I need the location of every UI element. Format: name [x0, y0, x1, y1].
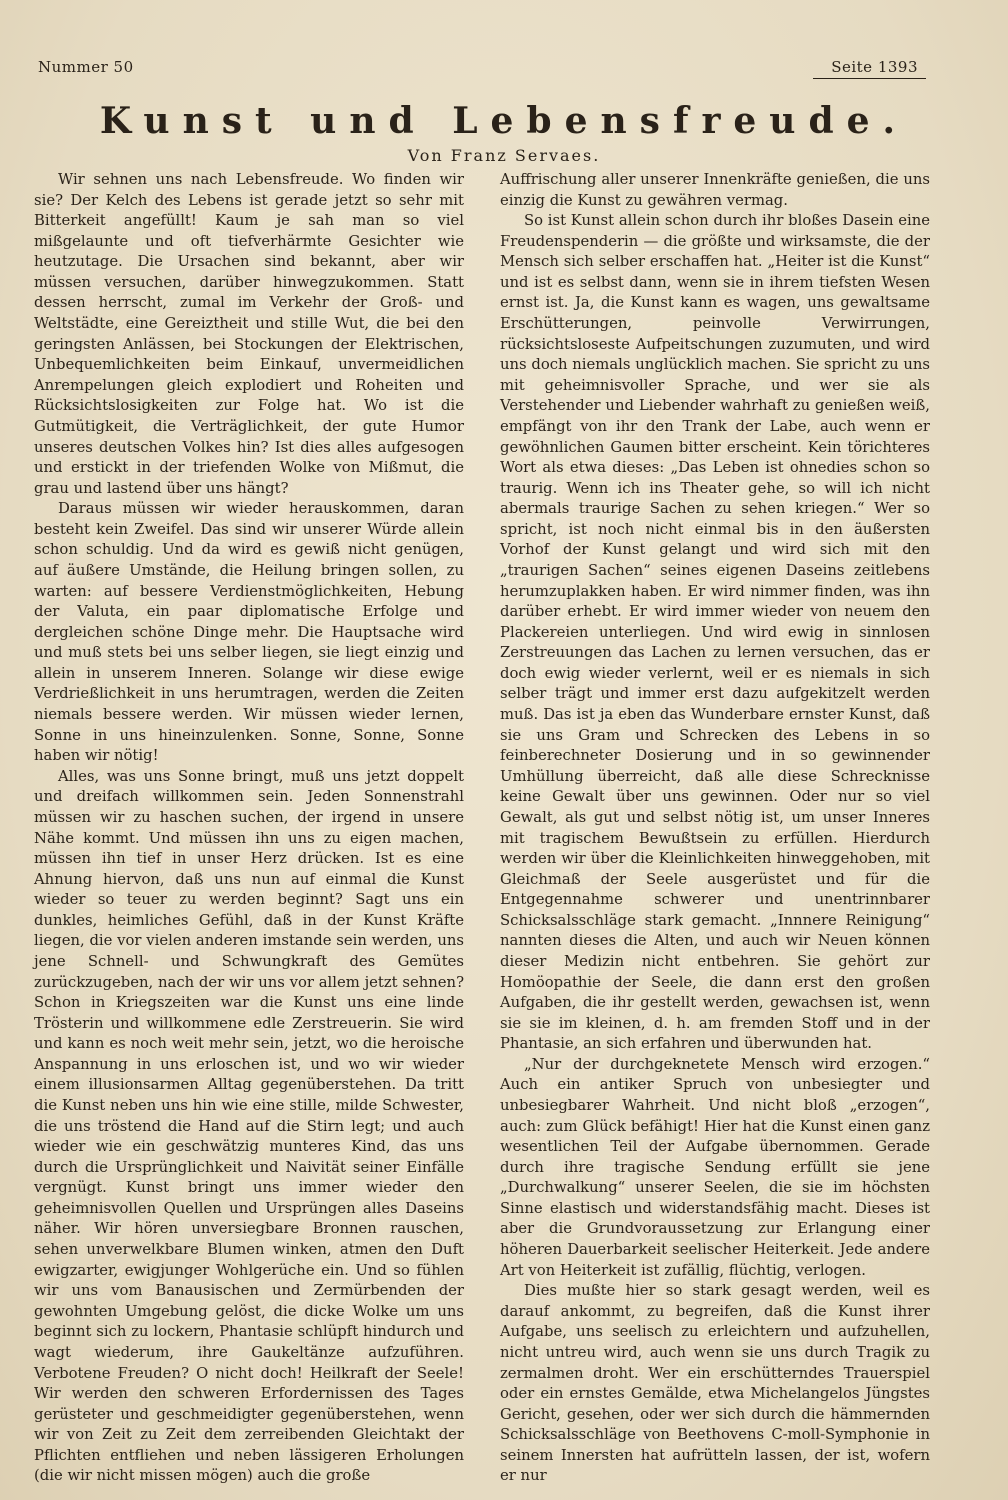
article-body	[34, 170, 930, 1485]
paragraph: Wir sehnen uns nach Lebensfreude. Wo finden wir sie? Der Kelch des Lebens ist gerade jetzt so sehr mit Bitterkeit angefüllt! Kaum je sah man so viel mißgelaunte und oft tiefverhärmte Gesichter wie heutzutage. Die Ursachen sind bekannt, aber wir müssen versuchen, darüber hinwegzukommen. Statt dessen herrscht, zumal im Verkehr der Groß- und Weltstädte, eine Gereiztheit und stille Wut, die bei den geringsten Anlässen, bei Stockungen der Elektrischen, Unbequemlichkeiten beim Einkauf, unvermeidlichen Anrempelungen gleich explodiert und Roheiten und Rücksichtslosigkeiten zur Folge hat. Wo ist die Gutmütigkeit, die Verträglichkeit, der gute Humor unseres deutschen Volkes hin? Ist dies alles aufgesogen und erstickt in der triefenden Wolke von Mißmut, die grau und lastend über uns hängt?	[34, 171, 464, 497]
running-head	[38, 58, 926, 86]
paragraph: Dies mußte hier so stark gesagt werden, weil es darauf ankommt, zu begreifen, daß die Kunst ihrer Aufgabe, uns seelisch zu erleichtern und aufzuhellen, nicht untreu wird, auch wenn sie uns durch Tragik zu zermalmen droht. Wer ein erschütterndes Trauerspiel oder ein ernstes Gemälde, etwa Michelangelos Jüngstes Gericht, gesehen, oder wer sich durch die hämmernden Schicksalsschläge von Beethovens C-moll-Symphonie in seinem Innersten hat aufrütteln lassen, der ist, wofern er nur	[500, 1282, 930, 1485]
paragraph: „Nur der durchgeknetete Mensch wird erzogen.“ Auch ein antiker Spruch von unbesiegter und unbesiegbarer Wahrheit. Und nicht bloß „erzogen“, auch: zum Glück befähigt! Hier hat die Kunst einen ganz wesentlichen Teil der Aufgabe übernommen. Gerade durch ihre tragische Sendung erfüllt sie jene „Durchwalkung“ unserer Seelen, die sie im höchsten Sinne elastisch und widerstandsfähig macht. Dieses ist aber die Grundvoraussetzung zur Erlangung einer höheren Dauerbarkeit seelischer Heiterkeit. Jede andere Art von Heiterkeit ist zufällig, flüchtig, verlogen.	[500, 1055, 930, 1279]
right-column	[500, 170, 930, 1485]
page-number: Seite 1393	[813, 58, 926, 79]
article-title: Kunst und Lebensfreude.	[99, 100, 909, 142]
left-column	[34, 170, 464, 1485]
paragraph: Daraus müssen wir wieder herauskommen, daran besteht kein Zweifel. Das sind wir unserer Würde allein schon schuldig. Und da wird es gewiß nicht genügen, auf äußere Umstände, die Heilung bringen sollen, zu warten: auf bessere Verdienstmöglichkeiten, Hebung der Valuta, ein paar diplomatische Erfolge und dergleichen schöne Dinge mehr. Die Hauptsache wird und muß stets bei uns selber liegen, sie liegt einzig und allein in unserem Inneren. Solange wir diese ewige Verdrießlichkeit in uns herumtragen, werden die Zeiten niemals bessere werden. Wir müssen wieder lernen, Sonne in uns hineinzulenken. Sonne, Sonne, Sonne haben wir nötig!	[34, 500, 464, 765]
paragraph: So ist Kunst allein schon durch ihr bloßes Dasein eine Freudenspenderin — die größte und wirksamste, die der Mensch sich selber erschaffen hat. „Heiter ist die Kunst“ und ist es selbst dann, wenn sie in ihrem tiefsten Wesen ernst ist. Ja, die Kunst kann es wagen, uns gewaltsame Erschütterungen, peinvolle Verwirrungen, rücksichtsloseste Aufpeitschungen zuzumuten, und wird uns doch niemals unglücklich machen. Sie spricht zu uns mit geheimnisvoller Sprache, und wer sie als Verstehender und Liebender wahrhaft zu genießen weiß, empfängt von ihr den Trank der Labe, auch wenn er gewöhnlichen Gaumen bitter erscheint. Kein törichteres Wort als etwa dieses: „Das Leben ist ohnedies schon so traurig. Wenn ich ins Theater gehe, so will ich nicht abermals traurige Sachen zu sehen kriegen.“ Wer so spricht, ist noch nicht einmal bis in den äußersten Vorhof der Kunst gelangt und wird sich mit den „traurigen Sachen“ seines eigenen Daseins zeitlebens herumzuplakken haben. Er wird nimmer finden, was ihn darüber erhebt. Er wird immer wieder von neuem den Plackereien unterliegen. Und wird ewig in sinnlosen Zerstreuungen das Lachen zu lernen versuchen, das er doch ewig wieder verlernt, weil er es niemals in sich selber trägt und immer erst dazu aufgekitzelt werden muß. Das ist ja eben das Wunderbare ernster Kunst, daß sie uns Gram und Schrecken des Lebens in so feinberechneter Dosierung und in so gewinnender Umhüllung überreicht, daß alle diese Schrecknisse keine Gewalt über uns gewinnen. Oder nur so viel Gewalt, als gut und selbst nötig ist, um unser Inneres mit tragischem Bewußtsein zu erfüllen. Hierdurch werden wir über die Kleinlichkeiten hinweggehoben, mit Gleichmaß der Seele ausgerüstet und für die Entgegennahme schwerer und unentrinnbarer Schicksalsschläge stark gemacht. „Innnere Reinigung“ nannten dieses die Alten, und auch wir Neuen können dieser Medizin nicht entbehren. Sie gehört zur Homöopathie der Seele, die dann erst den großen Aufgaben, die ihr gestellt werden, gewachsen ist, wenn sie sie im kleinen, d. h. am fremden Stoff und in der Phantasie, an sich erfahren und überwunden hat.	[500, 212, 930, 1053]
paragraph: Alles, was uns Sonne bringt, muß uns jetzt doppelt und dreifach willkommen sein. Jeden Sonnenstrahl müssen wir zu haschen suchen, der irgend in unsere Nähe kommt. Und müssen ihn uns zu eigen machen, müssen ihn tief in unser Herz drücken. Ist es eine Ahnung hiervon, daß uns nun auf einmal die Kunst wieder so teuer zu werden beginnt? Sagt uns ein dunkles, heimliches Gefühl, daß in der Kunst Kräfte liegen, die vor vielen anderen imstande sein werden, uns jene Schnell- und Schwungkraft des Gemütes zurückzugeben, nach der wir uns vor allem jetzt sehnen? Schon in Kriegszeiten war die Kunst uns eine linde Trösterin und willkommene edle Zerstreuerin. Sie wird und kann es noch weit mehr sein, jetzt, wo die heroische Anspannung in uns erloschen ist, und wo wir wieder einem illusionsarmen Alltag gegenüberstehen. Da tritt die Kunst neben uns hin wie eine stille, milde Schwester, die uns tröstend die Hand auf die Stirn legt; und auch wieder wie ein geschwätzig munteres Kind, das uns durch die Ursprünglichkeit und Naivität seiner Einfälle vergnügt. Kunst bringt uns immer wieder den geheimnisvollen Quellen und Ursprüngen alles Daseins näher. Wir hören unversiegbare Bronnen rauschen, sehen unverwelkbare Blumen winken, atmen den Duft ewigzarter, ewigjunger Wohlgerüche ein. Und so fühlen wir uns vom Banausischen und Zermürbenden der gewohnten Umgebung gelöst, die dicke Wolke um uns beginnt sich zu lockern, Phantasie schlüpft hindurch und wagt wiederum, ihre Gaukeltänze aufzuführen. Verbotene Freuden? O nicht doch! Heilkraft der Seele! Wir werden den schweren Erfordernissen des Tages gerüsteter und geschmeidigter gegenüberstehen, wenn wir von Zeit zu Zeit dem zerreibenden Gleichtakt der Pflichten entfliehen und neben lässigeren Erholungen (die wir nicht missen mögen) auch die große	[34, 767, 464, 1485]
issue-number: Nummer 50	[38, 58, 134, 76]
paragraph-continued: Auffrischung aller unserer Innenkräfte genießen, die uns einzig die Kunst zu gewähren vermag.	[500, 171, 930, 209]
article-byline: Von Franz Servaes.	[407, 146, 601, 165]
